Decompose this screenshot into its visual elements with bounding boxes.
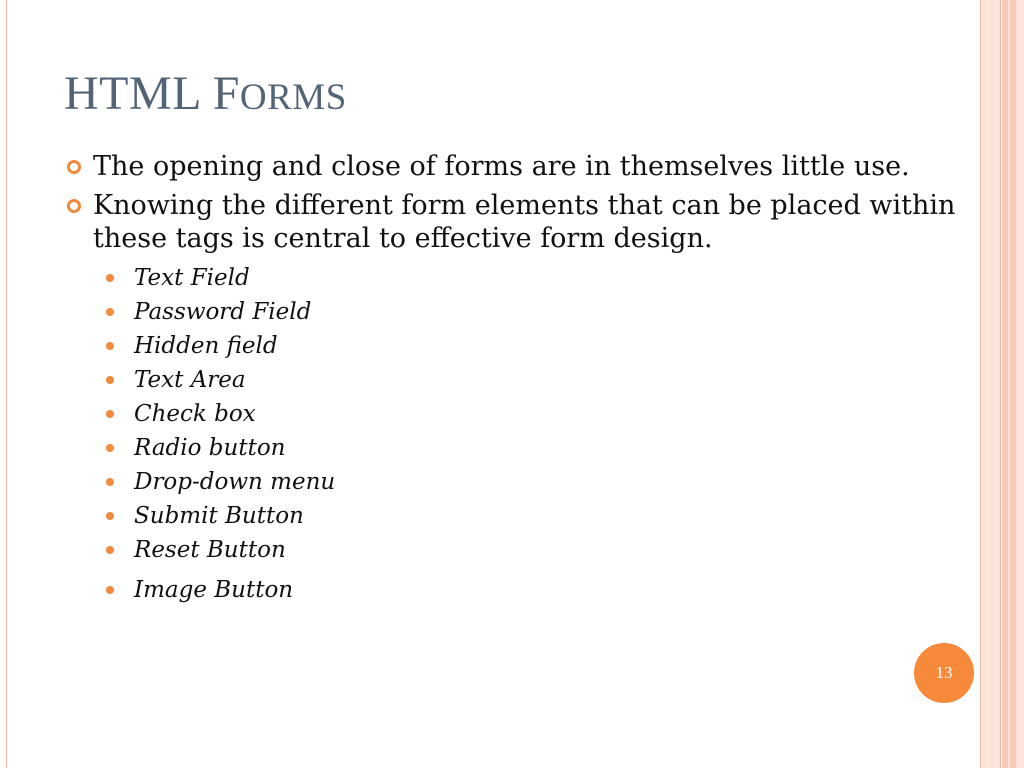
sub-item-list: [64, 261, 964, 607]
sub-item: [64, 261, 964, 295]
stripe: [1000, 0, 1001, 768]
sub-item: [64, 397, 964, 431]
filled-dot-bullet-icon: [106, 444, 114, 452]
filled-dot-bullet-icon: [106, 410, 114, 418]
bullet-item: [64, 150, 964, 183]
sub-item: [64, 295, 964, 329]
left-border-line: [6, 0, 7, 768]
filled-dot-bullet-icon: [106, 512, 114, 520]
bullet-item: [64, 189, 964, 255]
sub-item-text: Image Button: [134, 577, 294, 603]
sub-item: [64, 573, 964, 607]
title-smallcaps: ORMS: [239, 77, 347, 118]
sub-item-text: Submit Button: [134, 503, 304, 529]
bullet-text: Knowing the different form elements that can be placed within these tags is central to effective form design.: [93, 190, 956, 254]
sub-item: [64, 533, 964, 567]
sub-item-text: Radio button: [134, 435, 286, 461]
stripe: [980, 0, 981, 768]
sub-item-text: Text Area: [134, 367, 246, 393]
filled-dot-bullet-icon: [106, 308, 114, 316]
stripe: [982, 0, 1000, 768]
filled-dot-bullet-icon: [106, 586, 114, 594]
sub-item: [64, 363, 964, 397]
filled-dot-bullet-icon: [106, 478, 114, 486]
filled-dot-bullet-icon: [106, 546, 114, 554]
hollow-circle-bullet-icon: [67, 199, 81, 213]
sub-item-text: Text Field: [134, 265, 250, 291]
sub-item: [64, 499, 964, 533]
slide-content: [64, 150, 964, 607]
sub-item: [64, 465, 964, 499]
hollow-circle-bullet-icon: [67, 160, 81, 174]
sub-item-text: Reset Button: [134, 537, 286, 563]
filled-dot-bullet-icon: [106, 342, 114, 350]
title-lead: HTML F: [64, 67, 240, 120]
filled-dot-bullet-icon: [106, 376, 114, 384]
page-number-badge: 13: [914, 643, 974, 703]
sub-item: [64, 431, 964, 465]
sub-item-text: Drop-down menu: [134, 469, 336, 495]
stripe: [1016, 0, 1024, 768]
sub-item-text: Check box: [134, 401, 256, 427]
filled-dot-bullet-icon: [106, 274, 114, 282]
sub-item-text: Hidden field: [134, 333, 278, 359]
sub-item-text: Password Field: [134, 299, 312, 325]
sub-item: [64, 329, 964, 363]
slide-title: [64, 66, 347, 126]
bullet-text: The opening and close of forms are in themselves little use.: [93, 151, 910, 182]
right-decorative-stripes: [980, 0, 1024, 768]
